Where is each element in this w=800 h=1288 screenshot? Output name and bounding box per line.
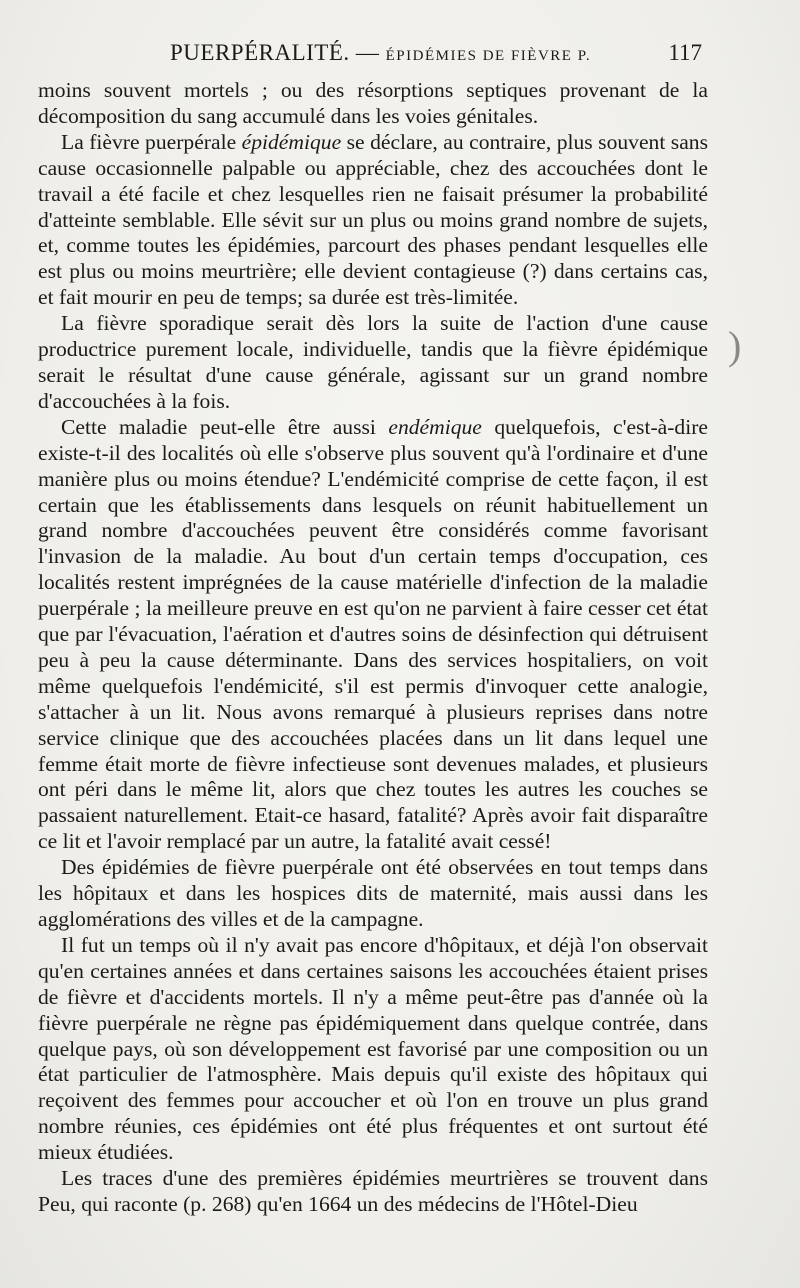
paragraph-text: Des épidémies de fièvre puerpérale ont été observées en tout temps dans les hôpitaux et dans les hospices dits de maternité, mais aussi dans les agglomérations des villes et de la campagne.: [38, 855, 708, 931]
emphasis-text: épidémique: [241, 129, 342, 154]
running-title: [170, 40, 591, 66]
running-title-main: PUERPÉRALITÉ. —: [170, 40, 380, 65]
paragraph: [38, 130, 708, 311]
paragraph: [38, 415, 708, 855]
paragraph-text: Il fut un temps où il n'y avait pas encore d'hôpitaux, et déjà l'on observait qu'en certaines années et dans certaines saisons les accouchées étaient prises de fièvre et d'accidents mortels. Il n'y a même peut-être pas d'année où la fièvre puerpérale ne règne pas épidémiquement dans quelque contrée, dans quelque pays, où son développement est favorisé par une composition ou un état particulier de l'atmosphère. Mais depuis qu'il existe des hôpitaux qui reçoivent des femmes pour accoucher et où l'on en trouve un plus grand nombre réunies, ces épidémies ont été plus fréquentes et ont surtout été mieux étudiées.: [38, 932, 708, 1165]
paragraph-text: Cette maladie peut-elle être aussi: [61, 414, 389, 439]
paragraph-text: La fièvre puerpérale: [61, 129, 242, 154]
emphasis-text: endémique: [388, 414, 482, 439]
running-title-sub: ÉPIDÉMIES DE FIÈVRE P.: [385, 48, 592, 64]
paragraph: [38, 311, 708, 415]
margin-bracket-mark: ): [728, 323, 742, 368]
paragraph: [38, 1166, 708, 1218]
paragraph-text: La fièvre sporadique serait dès lors la suite de l'action d'une cause productrice purement locale, individuelle, tandis que la fièvre épidémique serait le résultat d'une cause générale, agissant sur un grand nombre d'accouchées à la fois.: [38, 311, 708, 413]
body-text: [38, 78, 708, 1218]
running-header: [40, 40, 712, 72]
paragraph-text: Les traces d'une des premières épidémies meurtrières se trouvent dans Peu, qui raconte (p. 268) qu'en 1664 un des médecins de l'Hôtel-Dieu: [38, 1166, 708, 1216]
paragraph-text: moins souvent mortels ; ou des résorptions septiques provenant de la décomposition du sang accumulé dans les voies génitales.: [38, 78, 708, 128]
paragraph: [38, 855, 708, 933]
paragraph-text: quelquefois, c'est-à-dire existe-t-il des localités où elle s'observe plus souvent qu'à l'ordinaire et d'une manière plus ou moins étendue? L'endémicité comprise de cette façon, il est certain que les établissements dans lesquels on réunit habituellement un grand nombre d'accouchées peuvent être considérés comme favorisant l'invasion de la maladie. Au bout d'un certain temps d'occupation, ces localités restent imprégnées de la cause matérielle d'infection de la maladie puerpérale ; la meilleure preuve en est qu'on ne parvient à faire cesser cet état que par l'évacuation, l'aération et d'autres soins de désinfection qui détruisent peu à peu la cause déterminante. Dans des services hospitaliers, on voit même quelquefois l'endémicité, s'il est permis d'invoquer cette analogie, s'attacher à un lit. Nous avons remarqué à plusieurs reprises dans notre service clinique que des accouchées placées dans un lit dans lequel une femme était morte de fièvre infectieuse sont devenues malades, et plusieurs ont péri dans le même lit, alors que chez toutes les autres les couches se passaient naturellement. Etait-ce hasard, fatalité? Après avoir fait disparaître ce lit et l'avoir remplacé par un autre, la fatalité avait cessé!: [38, 414, 708, 854]
paragraph: [38, 933, 708, 1166]
paragraph: [38, 78, 708, 130]
page-number: 117: [668, 40, 702, 65]
paragraph-text: se déclare, au contraire, plus souvent sans cause occasionnelle palpable ou appréciable, chez des accouchées dont le travail a été facile et chez lesquelles rien ne faisait présumer la probabilité d'atteinte semblable. Elle sévit sur un plus ou moins grand nombre de sujets, et, comme toutes les épidémies, parcourt des phases pendant lesquelles elle est plus ou moins meurtrière; elle devient contagieuse (?) dans certains cas, et fait mourir en peu de temps; sa durée est très-limitée.: [38, 129, 708, 310]
